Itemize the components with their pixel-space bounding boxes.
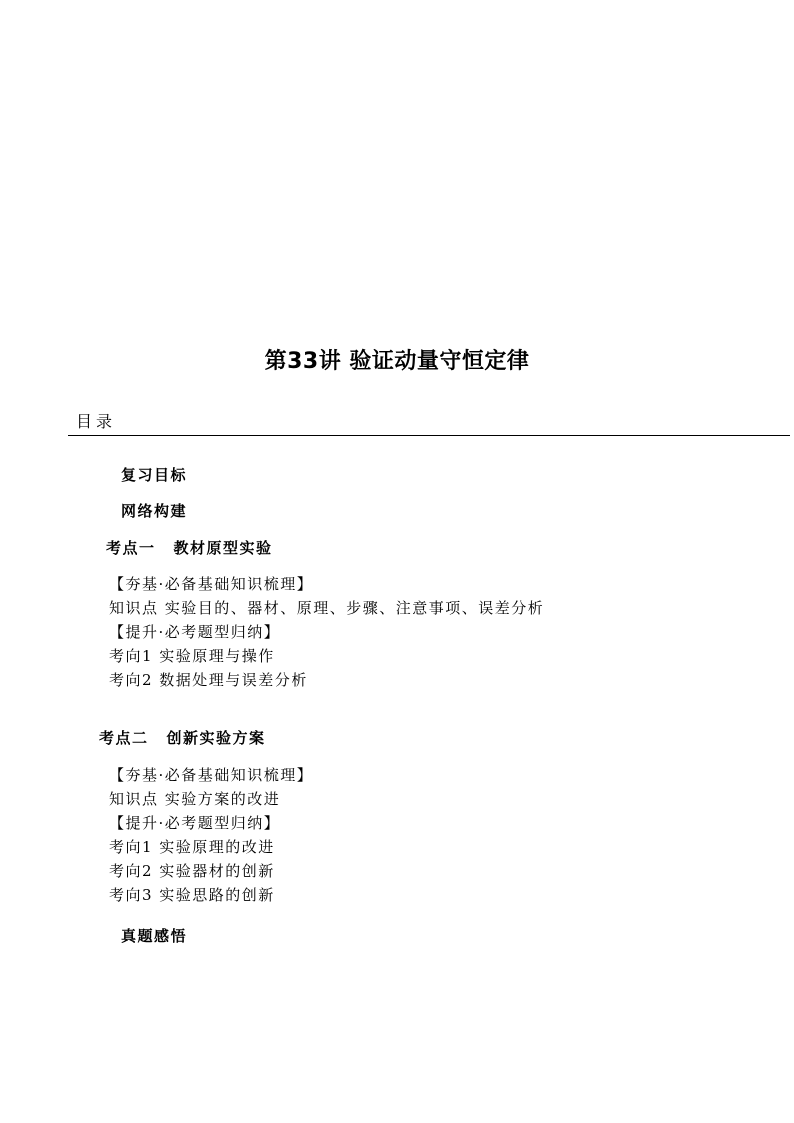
point1-name: 教材原型实验 xyxy=(173,539,273,557)
point1-foundation[interactable]: 【夯基·必备基础知识梳理】 xyxy=(109,575,314,593)
page-title: 第33讲 验证动量守恒定律 xyxy=(264,349,530,374)
point2-direction-2[interactable]: 考向2 实验器材的创新 xyxy=(109,862,275,880)
toc-label: 目录 xyxy=(76,412,117,431)
point1-direction-1[interactable]: 考向1 实验原理与操作 xyxy=(109,647,275,665)
point1-improve[interactable]: 【提升·必考题型归纳】 xyxy=(109,623,281,641)
toc-item-point1[interactable] xyxy=(106,537,273,558)
point2-foundation[interactable]: 【夯基·必备基础知识梳理】 xyxy=(109,766,314,784)
point2-knowledge[interactable]: 知识点 实验方案的改进 xyxy=(109,790,281,808)
point2-improve[interactable]: 【提升·必考题型归纳】 xyxy=(109,814,281,832)
point1-knowledge[interactable]: 知识点 实验目的、器材、原理、步骤、注意事项、误差分析 xyxy=(109,599,545,617)
toc-item-point2[interactable] xyxy=(99,727,266,748)
point2-label: 考点二 xyxy=(99,729,149,747)
toc-item-network[interactable]: 网络构建 xyxy=(121,502,188,520)
point2-direction-3[interactable]: 考向3 实验思路的创新 xyxy=(109,886,275,904)
toc-item-real-questions[interactable]: 真题感悟 xyxy=(121,927,188,945)
point2-name: 创新实验方案 xyxy=(166,729,266,747)
point1-direction-2[interactable]: 考向2 数据处理与误差分析 xyxy=(109,671,308,689)
toc-item-review-goals[interactable]: 复习目标 xyxy=(121,466,188,484)
toc-divider xyxy=(68,435,790,436)
point2-direction-1[interactable]: 考向1 实验原理的改进 xyxy=(109,838,275,856)
point1-label: 考点一 xyxy=(106,539,156,557)
